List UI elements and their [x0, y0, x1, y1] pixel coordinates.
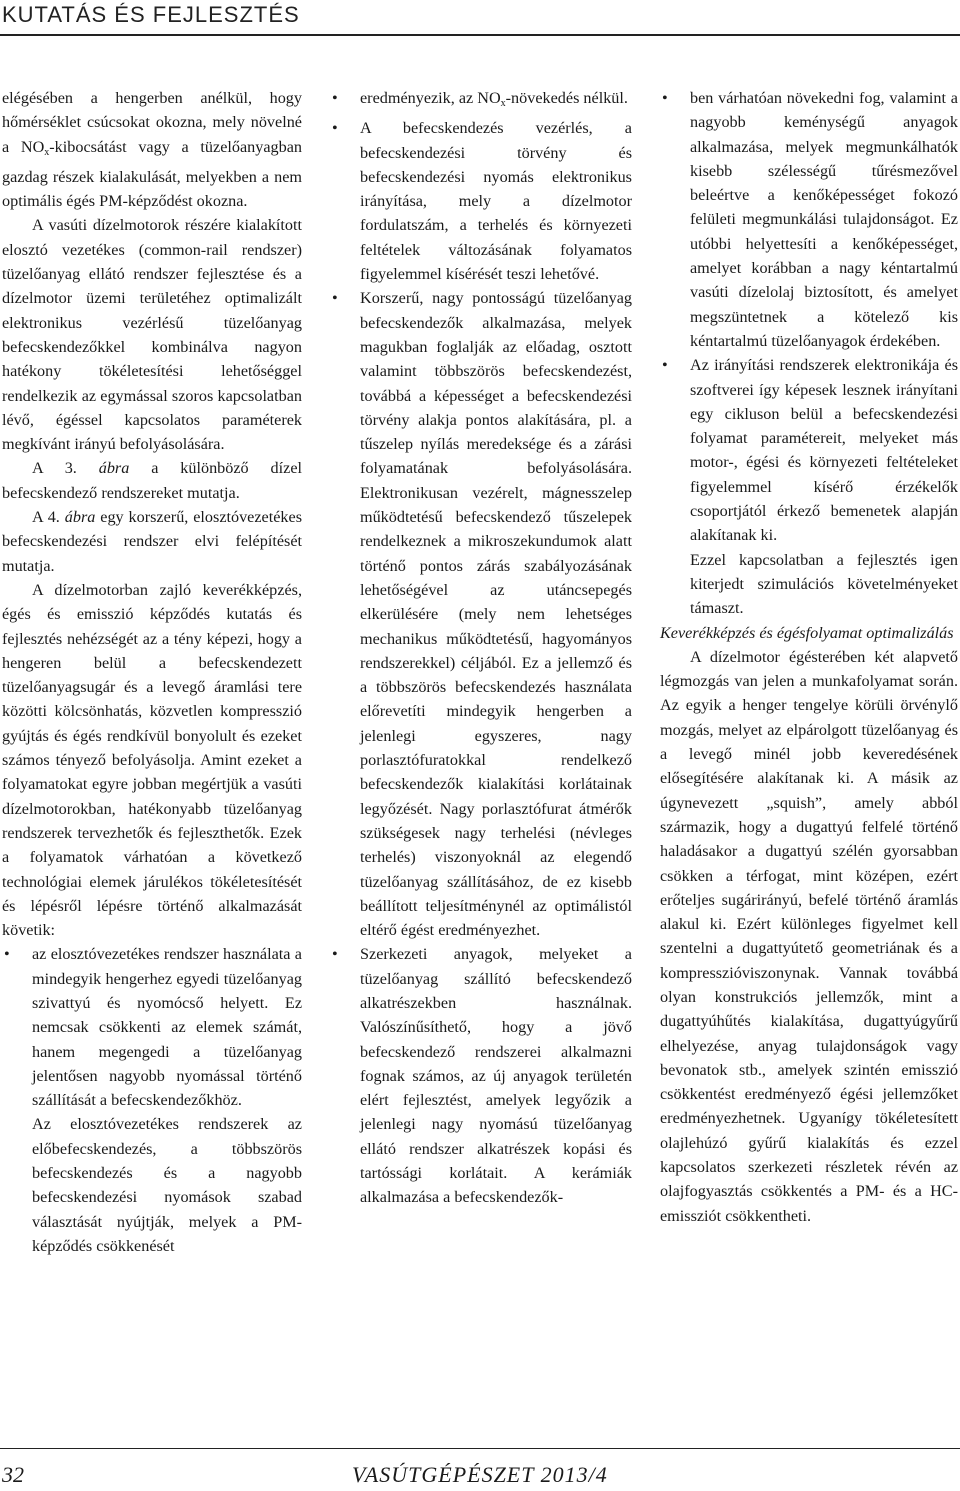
subheading: Keverékképzés és égésfolyamat optimalizálás: [660, 623, 954, 642]
text-column-2: [330, 86, 632, 1210]
bullet-text: • Az irányítási rendszerek elektronikája és szoftverei így képesek lesznek irányítani egy cikluson belül a befecskendezési folyamat paramétereit, melyeket más motor-, égési és környezeti feltételeket figyelemmel kísérő érzékelők csoportjától érkező bemenetek alapján alakítanak ki.: [690, 356, 958, 545]
subscript: x: [500, 98, 506, 109]
figure-word: ábra: [64, 508, 96, 527]
figure-reference-paragraph: [2, 505, 302, 578]
bullet-continuation: [330, 86, 632, 116]
bullet-text: Ezzel kapcsolatban a fejlesztés igen kiterjedt szimulációs követelményeket támaszt.: [690, 550, 958, 618]
figure-word: ábra: [98, 459, 130, 478]
text-run: eredményezik, az NO: [360, 89, 501, 107]
text-run: A 3.: [32, 459, 99, 478]
figure-reference-paragraph: [2, 456, 302, 505]
bullet-item: [330, 116, 632, 286]
page-footer: [0, 1448, 960, 1488]
journal-title: VASÚTGÉPÉSZET 2013/4: [352, 1462, 608, 1487]
page-number: 32: [2, 1462, 24, 1487]
text-run: -kibocsátást vagy a tüzelőanyagban gazdag részek kialakulását, melyekben a nem optimális égés PM-képződést okozna.: [2, 137, 302, 211]
text-column-1: [2, 86, 302, 1258]
bullet-item: [660, 353, 958, 620]
bullet-text: • Korszerű, nagy pontosságú tüzelőanyag befecskendezők alkalmazása, melyek magukban foglalják az előadag, osztott valamint többszörös befecskendezést, továbbá a képességet a befecskendezési törvény alakja pontos alakítására, pl. a tűszelep nyílás meredeksége és a zárási folyamatának befolyásolására. Elektronikusan vezérelt, mágnesszelep működtetésű befecskendező tűszelepek rendelkeznek a mikroszekundumok alatt történő pontos zárás szabályozásának lehetőségével az utáncsepegés elkerülésére (mely nem lehetséges mechanikus működtetésű, hagyományos rendszerekkel) céljából. Ez a jellemző és a többszörös befecskendezés használata előrevetíti mindegyik hengerben a jelenlegi egyszeres, nagy porlasztófuratokkal rendelkező befecskendezők kialakítási korlátainak legyőzését. Nagy porlasztófurat átmérők szükségesek nagy terhelési (névleges terhelés) viszonyoknál az elegendő tüzelőanyag szállításához, de ez kisebb beállított teljesítménynél az optimálistól eltérő égést eredményezhet.: [360, 289, 632, 940]
paragraph: A dízelmotor égésterében két alapvető légmozgás van jelen a munkafolyamat során. Az egyik a henger tengelye körüli örvénylő mozgás, melyet az elpárolgott tüzelőanyag és a levegő minél jobb keveredésének elősegítésére alakítanak ki. A másik az úgynevezett „squish”, amely abból származik, hogy a dugattyú felfelé történő haladásakor a dugattyú szélén gyorsabban csökken a térfogat, mint középen, ezért erőteljes sugárirányú, befelé történő áramlás alakul ki. Ezért különleges figyelmet kell szentelni a dugattyútető geometriának és a kompresszióviszonynak. Vannak továbbá olyan konstrukciós jellemzők, mint a dugattyúhűtés kialakítása, dugattyúgyűrű elhelyezése, anyag tulajdonságok vagy bevonatok stb., amelyek szintén emisszió csökkentést eredményező égési jellemzőket eredményezhetnek. Ugyanígy tökéletesített olajlehúzó gyűrű kialakítás és ezzel kapcsolatos szerkezeti részletek révén az olajfogyasztás csökkentés a PM- és a HC-emissziót csökkentheti.: [660, 647, 958, 1225]
text-run: egy korszerű, elosztóvezetékes befecskendezési rendszer elvi felépítését mutatja.: [2, 508, 302, 575]
footer-rule: [0, 1448, 960, 1449]
bullet-item: [330, 942, 632, 1209]
bullet-text: • ben várhatóan növekedni fog, valamint a nagyobb keménységű anyagok alkalmazása, melyek megmunkálhatók kisebb szélességű tűrésmezővel beleértve a kenőképességet fokozó felületi megmunkálási tulajdonságot. Ez utóbbi helyettesíti a kenőképességet, amelyet korábban a nagy kéntartalmú vasúti dízelolaj biztosított, és amelyet megszüntetnek a kötelező kis kéntartalmú tüzelőanyagok érdekében.: [690, 89, 958, 350]
paragraph: [2, 86, 302, 213]
bullet-continuation: [660, 86, 958, 353]
text-run: elégésében a hengerben anélkül, hogy hőmérséklet csúcsokat okozna, mely növelné a NO: [2, 89, 302, 156]
bullet-item: [2, 942, 302, 1258]
bullet-text: • A befecskendezés vezérlés, a befecskendezési törvény és befecskendezési nyomás elektronikus irányítása, mely a dízelmotor fordulatszám, a terhelés és környezeti feltételek változásának folyamatos figyelemmel kísérését teszi lehetővé.: [360, 119, 632, 284]
text-run: a különböző dízel befecskendező rendszereket mutatja.: [2, 459, 303, 502]
section-title: KUTATÁS ÉS FEJLESZTÉS: [2, 2, 300, 27]
bullet-item: [330, 286, 632, 942]
bullet-list: [330, 86, 632, 1210]
text-run: -növekedés nélkül.: [505, 89, 628, 107]
subscript: x: [44, 146, 50, 158]
bullet-list: [660, 86, 958, 621]
paragraph: A vasúti dízelmotorok részére kialakított elosztó vezetékes (common-rail rendszer) tüzelőanyag ellátó rendszer fejlesztése és a dízelmotor üzemi területéhez optimalizált elektronikus vezérlésű tüzelőanyag befecskendezőkkel kombinálva nagyon hatékony tökéletesítési lehetőséggel rendelkezik az egymással szoros kapcsolatban lévő, égéssel kapcsolatos paraméterek megkívánt irányú befolyásolására.: [2, 216, 302, 454]
text-column-3: [660, 86, 958, 1228]
page-header: [0, 0, 960, 36]
paragraph: A dízelmotorban zajló keverékképzés, égés és emisszió képződés kutatás és fejlesztés nehézségét az a tény képezi, hogy a hengeren belül a befecskendezett tüzelőanyagsugár és a levegő áramlási tere közötti kölcsönhatás, közvetlen kompresszió gyújtás és égés rendkívül bonyolult és ezeket számos tényező befolyásolja. Amint ezeket a folyamatokat egyre jobban megértjük a vasúti dízelmotorokban, hatékonyabb tüzelőanyag rendszerek tervezhetők és fejleszthetők. Ezek a folyamatok várhatóan a következő technológiai elemek járulékos tökéletesítését és lépésről lépésre történő alkalmazását követik:: [2, 580, 302, 940]
text-run: A 4.: [32, 508, 65, 527]
header-rule: [0, 34, 960, 36]
bullet-text: Az elosztóvezetékes rendszerek az előbefecskendezés, a többszörös befecskendezés és a nagyobb befecskendezési nyomások szabad választását nyújtják, melyek a PM-képződés csökkenését: [32, 1115, 302, 1255]
bullet-text: [360, 86, 632, 116]
bullet-list: [2, 942, 302, 1258]
bullet-text: • az elosztóvezetékes rendszer használata a mindegyik hengerhez egyedi tüzelőanyag szivattyú és nyomócső helyett. Ez nemcsak csökkenti az elemek számát, hanem megengedi a tüzelőanyag jelentősen nagyobb nyomással történő szállítását a befecskendezőkhöz.: [32, 945, 302, 1110]
bullet-text: • Szerkezeti anyagok, melyeket a tüzelőanyag szállító befecskendező alkatrészekben használnak. Valószínűsíthető, hogy a jövő befecskendező rendszerei alkalmazni fognak számos, az új anyagok területén elért fejlesztést, amelyek legyőzik a jelenlegi nagy nyomású tüzelőanyag ellátó rendszer alkatrészek kopási és tartóssági korlátait. A kerámiák alkalmazása a befecskendezők-: [360, 945, 632, 1207]
